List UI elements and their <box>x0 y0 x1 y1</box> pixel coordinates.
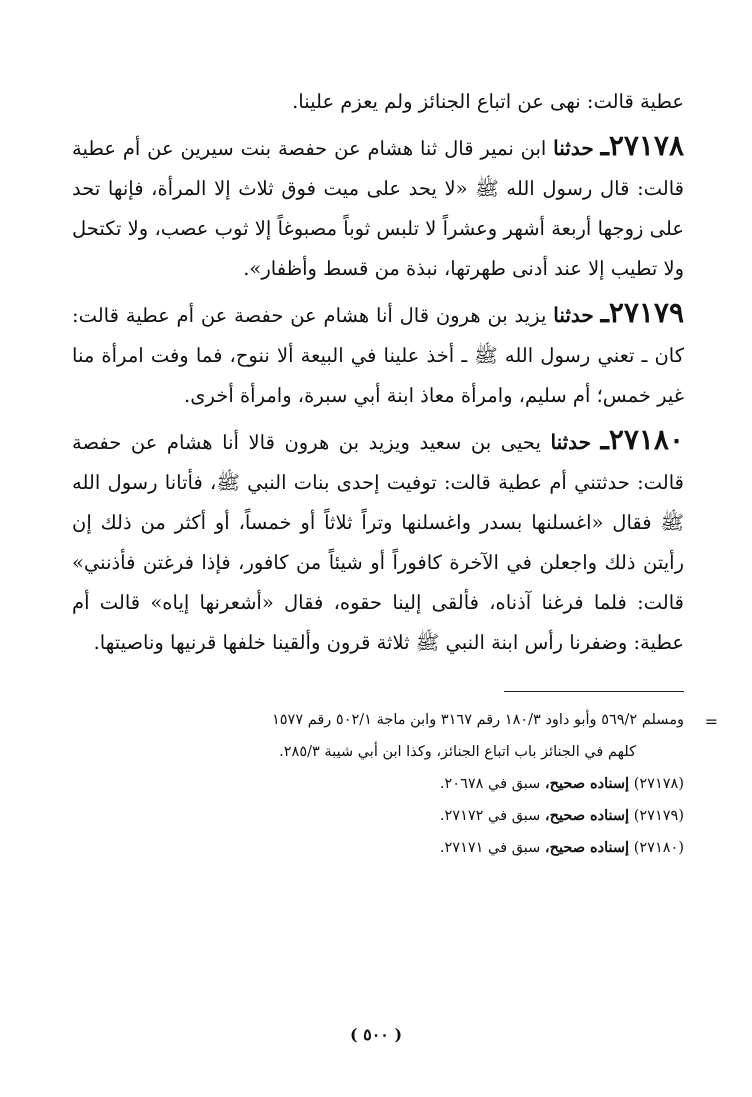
footnote-grade: إسناده صحيح، <box>544 807 630 824</box>
footnote-ref: (٢٧١٧٩) <box>633 808 684 824</box>
hadith-paragraph-27180 <box>72 420 684 663</box>
footnote-line: (٢٧١٧٩) إسناده صحيح، سبق في ٢٧١٧٢. <box>439 807 684 824</box>
footnotes <box>72 704 718 864</box>
hadith-number: ٢٧١٨٠ـ <box>600 423 685 456</box>
footnote-line: (٢٧١٨٠) إسناده صحيح، سبق في ٢٧١٧١. <box>439 839 684 856</box>
hadith-number: ٢٧١٧٩ـ <box>600 296 685 329</box>
continuation-mark: = <box>704 712 718 731</box>
page-number: ( ٥٠٠ ) <box>349 1025 403 1044</box>
footnote-grade: إسناده صحيح، <box>544 839 630 856</box>
footnote-ref: (٢٧١٧٨) <box>633 776 684 792</box>
footnote-line: كلهم في الجنائز باب اتباع الجنائز، وكذا ابن أبي شيبة ٢٨٥/٣. <box>279 744 636 760</box>
footnote-ref: (٢٧١٨٠) <box>633 840 684 856</box>
hadith-paragraph-27178 <box>72 126 684 289</box>
hadith-keyword: حدثنا <box>553 303 594 327</box>
page-body <box>72 82 718 864</box>
hadith-keyword: حدثنا <box>550 430 592 454</box>
paragraph-text: عطية قالت: نهى عن اتباع الجنائز ولم يعزم علينا. <box>292 90 684 113</box>
footnote-grade: إسناده صحيح، <box>544 775 630 792</box>
hadith-paragraph-0 <box>72 82 684 122</box>
footnote-line: (٢٧١٧٨) إسناده صحيح، سبق في ٢٠٦٧٨. <box>439 775 684 792</box>
paragraph-text: يزيد بن هرون قال أنا هشام عن حفصة عن أم عطية قالت: كان ـ تعني رسول الله ﷺ ـ أخذ علينا في البيعة ألا ننوح، فما وفت امرأة منا غير خمس؛ أم سليم، وامرأة معاذ ابنة أبي سبرة، وامرأة أخرى. <box>72 304 684 407</box>
footnote-divider <box>504 691 684 692</box>
paragraph-text: يحيى بن سعيد ويزيد بن هرون قالا أنا هشام عن حفصة قالت: حدثتني أم عطية قالت: توفيت إحدى بنات النبي ﷺ، فأتانا رسول الله ﷺ فقال «اغسلنها بسدر واغسلنها وتراً ثلاثاً أو خمساً، أو أكثر من ذلك إن رأيتن ذلك واجعلن في الآخرة كافوراً أو شيئاً من كافور، فإذا فرغتن فأذنني» قالت: فلما فرغنا آذناه، فألقى إلينا حقوه، فقال «أشعرنها إياه» قالت أم عطية: وضفرنا رأس ابنة النبي ﷺ ثلاثة قرون وألقينا خلفها قرنيها وناصيتها. <box>72 431 684 654</box>
hadith-paragraph-27179 <box>72 293 684 416</box>
footnote-line: ومسلم ٥٦٩/٢ وأبو داود ١٨٠/٣ رقم ٣١٦٧ وابن ماجة ٥٠٢/١ رقم ١٥٧٧ <box>271 712 684 728</box>
paragraph-text: ابن نمير قال ثنا هشام عن حفصة بنت سيرين عن أم عطية قالت: قال رسول الله ﷺ «لا يحد على ميت فوق ثلاث إلا المرأة، فإنها تحد على زوجها أربعة أشهر وعشراً لا تلبس ثوباً مصبوغاً إلا ثوب عصب، ولا تكتحل ولا تطيب إلا عند أدنى طهرتها، نبذة من قسط وأظفار». <box>72 137 684 280</box>
hadith-keyword: حدثنا <box>553 136 594 160</box>
hadith-number: ٢٧١٧٨ـ <box>600 129 685 162</box>
